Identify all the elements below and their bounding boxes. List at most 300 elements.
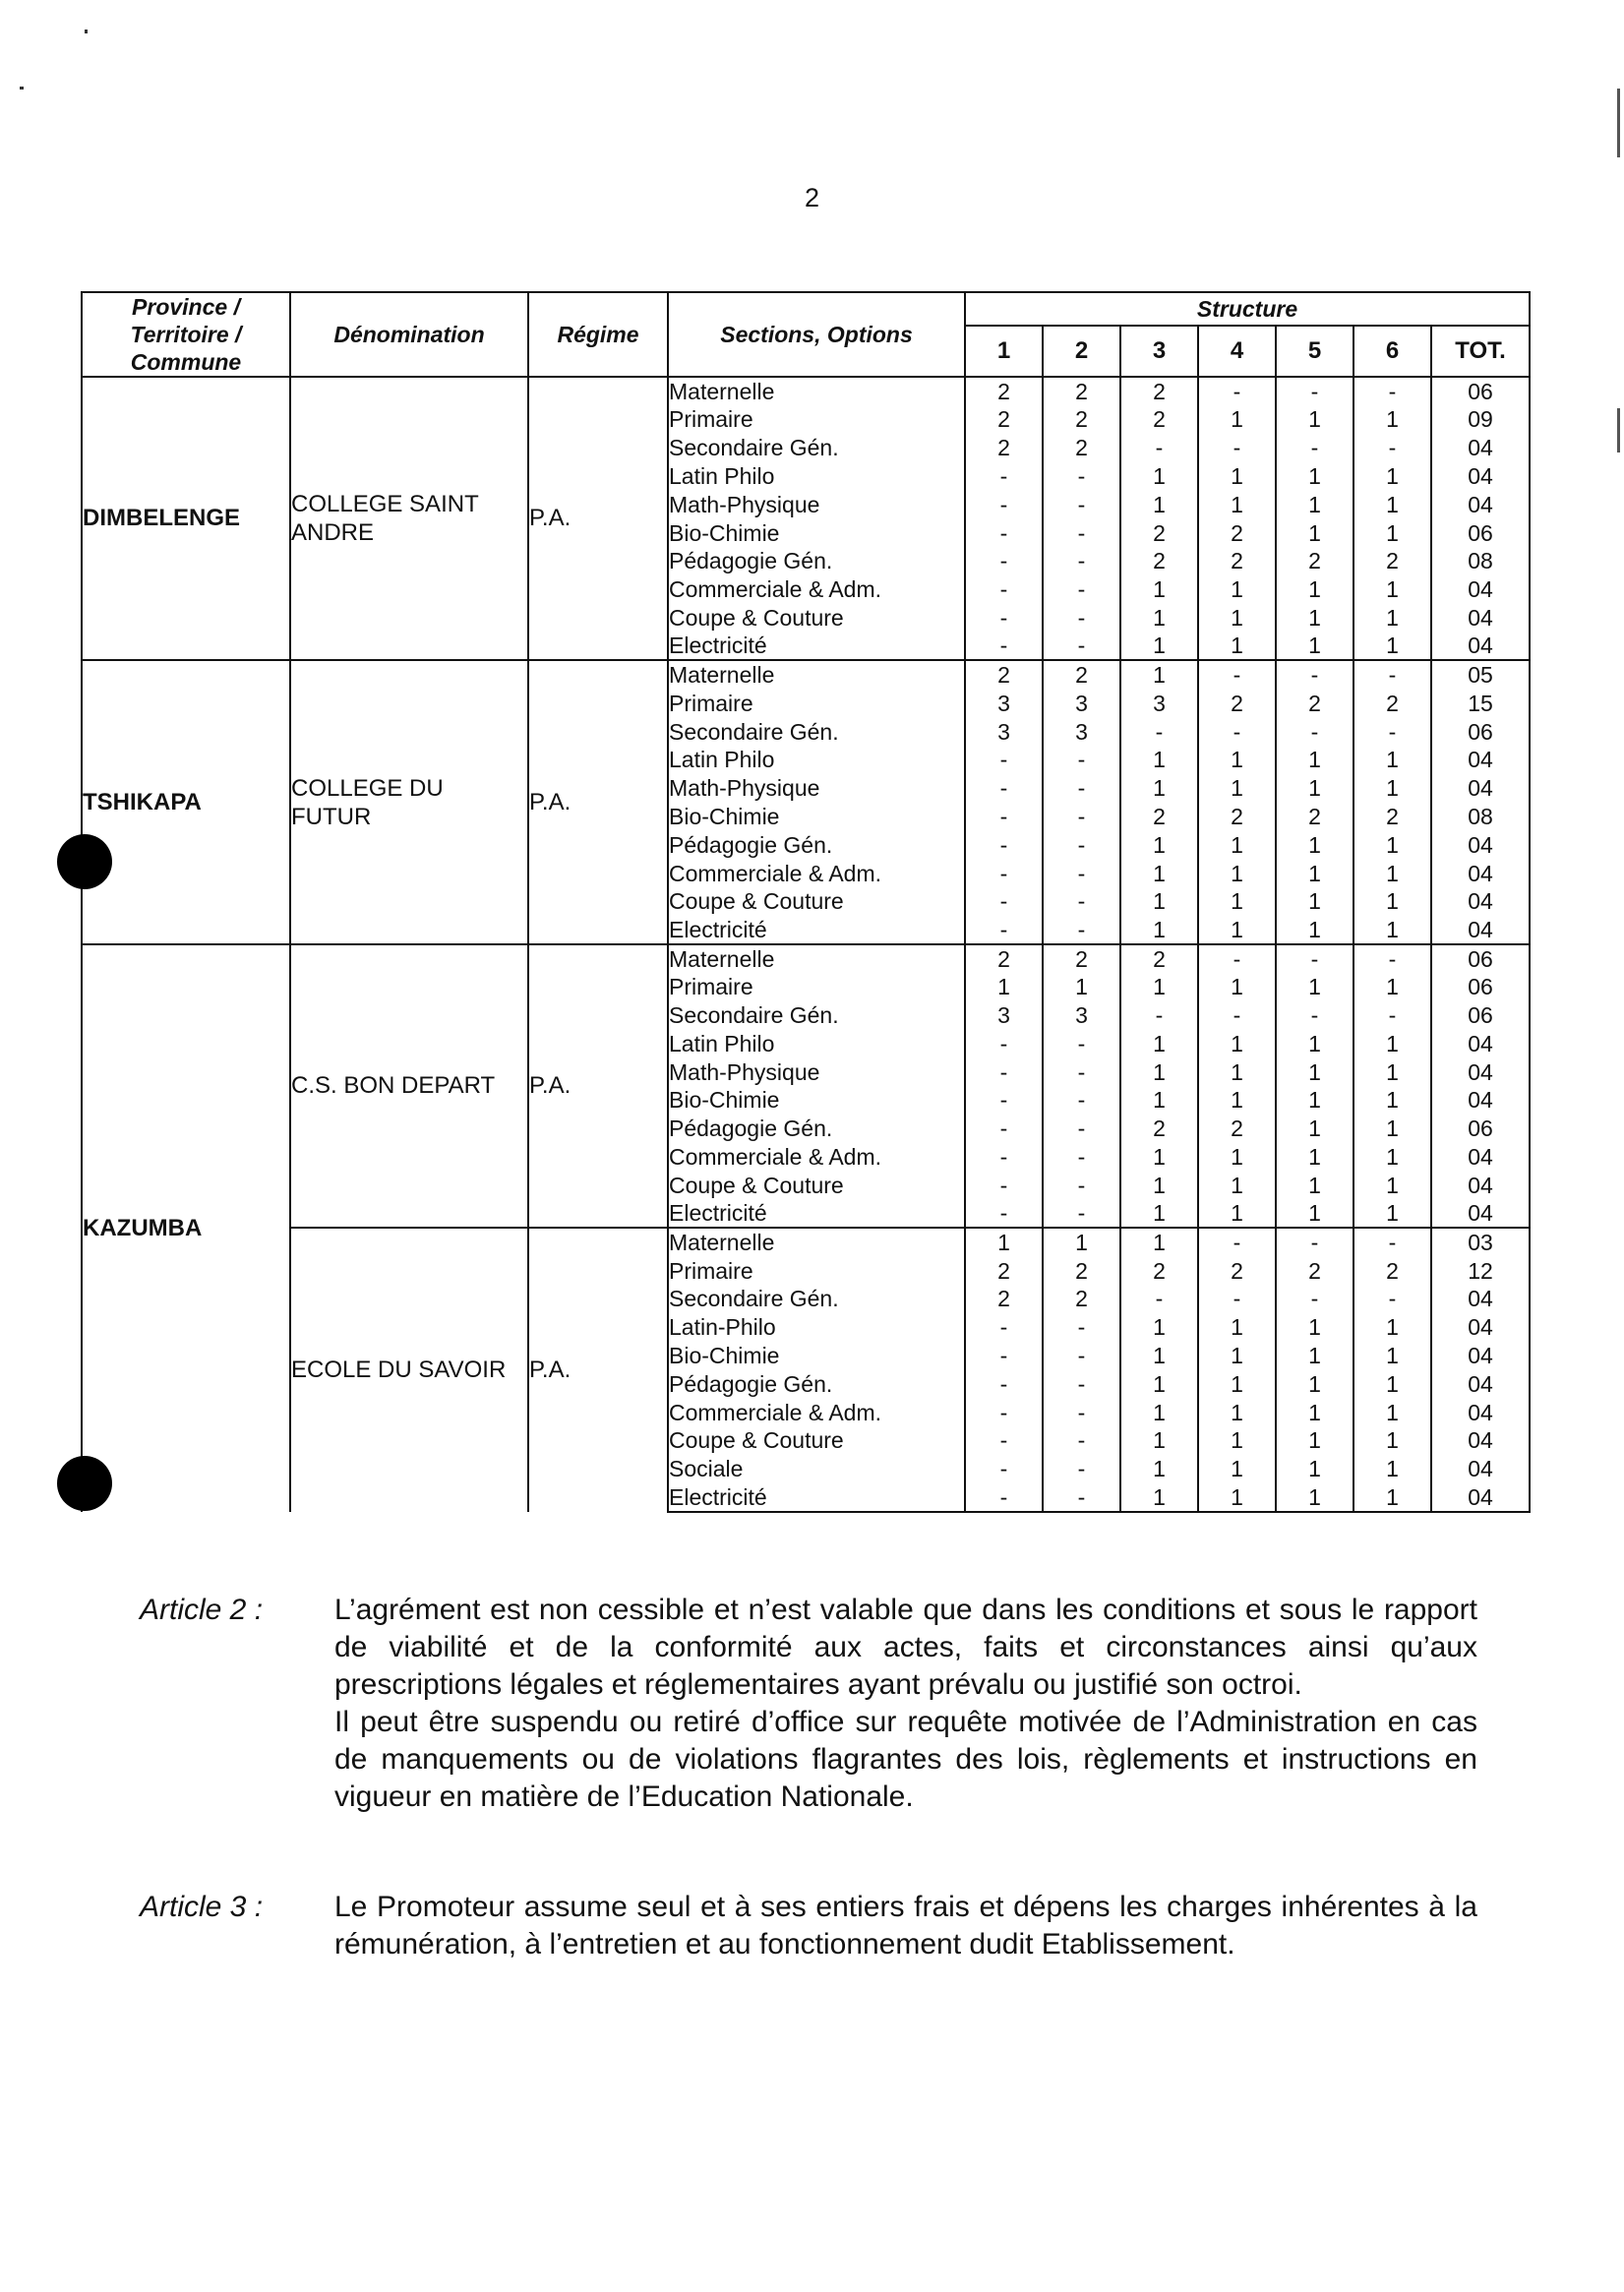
article-text: [334, 1889, 1477, 1963]
total-cell: 04: [1431, 434, 1530, 462]
level-2-cell: -: [1043, 1086, 1120, 1115]
total-cell: 04: [1431, 575, 1530, 604]
total-cell: 04: [1431, 1369, 1530, 1398]
level-1-cell: -: [965, 575, 1043, 604]
level-5-cell: 1: [1276, 1199, 1353, 1228]
level-1-cell: -: [965, 1199, 1043, 1228]
regime-cell: P.A.: [528, 944, 668, 1228]
level-3-cell: 1: [1120, 916, 1198, 944]
section-cell: Pédagogie Gén.: [668, 1115, 965, 1143]
level-4-cell: 1: [1198, 1342, 1276, 1370]
level-6-cell: 1: [1353, 1115, 1431, 1143]
level-5-cell: 1: [1276, 462, 1353, 491]
level-4-cell: 1: [1198, 1086, 1276, 1115]
level-4-cell: 1: [1198, 1455, 1276, 1483]
level-4-cell: 1: [1198, 1483, 1276, 1512]
level-5-cell: 1: [1276, 1455, 1353, 1483]
level-1-cell: 2: [965, 1256, 1043, 1285]
level-1-cell: 2: [965, 944, 1043, 973]
level-6-cell: -: [1353, 1228, 1431, 1256]
level-6-cell: 1: [1353, 518, 1431, 547]
level-2-cell: -: [1043, 1143, 1120, 1172]
level-4-cell: 1: [1198, 1369, 1276, 1398]
level-5-cell: 1: [1276, 575, 1353, 604]
level-4-cell: 1: [1198, 1199, 1276, 1228]
level-2-cell: -: [1043, 1057, 1120, 1086]
level-4-cell: 2: [1198, 803, 1276, 831]
province-cell: KAZUMBA: [82, 944, 290, 1512]
level-6-cell: 1: [1353, 1057, 1431, 1086]
level-1-cell: 1: [965, 973, 1043, 1001]
section-cell: Bio-Chimie: [668, 803, 965, 831]
level-4-cell: 2: [1198, 518, 1276, 547]
level-5-cell: -: [1276, 717, 1353, 746]
page-number: 2: [804, 183, 820, 212]
level-6-cell: 1: [1353, 1483, 1431, 1512]
level-1-cell: -: [965, 1029, 1043, 1057]
table-row: [82, 1228, 1530, 1256]
level-1-cell: -: [965, 803, 1043, 831]
level-5-cell: 1: [1276, 887, 1353, 916]
total-cell: 15: [1431, 689, 1530, 717]
level-3-cell: -: [1120, 1001, 1198, 1030]
level-3-cell: 2: [1120, 377, 1198, 405]
scan-mark: [85, 30, 88, 33]
level-3-cell: 1: [1120, 1426, 1198, 1455]
scan-mark: [20, 87, 24, 90]
level-1-cell: 3: [965, 689, 1043, 717]
section-cell: Secondaire Gén.: [668, 434, 965, 462]
binder-hole: [57, 1456, 112, 1511]
section-cell: Latin Philo: [668, 1029, 965, 1057]
level-6-cell: 1: [1353, 1171, 1431, 1199]
total-cell: 04: [1431, 859, 1530, 887]
header-level-5: 5: [1276, 326, 1353, 377]
total-cell: 04: [1431, 1057, 1530, 1086]
total-cell: 06: [1431, 1115, 1530, 1143]
level-4-cell: 1: [1198, 405, 1276, 434]
level-5-cell: 2: [1276, 689, 1353, 717]
level-6-cell: 1: [1353, 1369, 1431, 1398]
header-level-1: 1: [965, 326, 1043, 377]
section-cell: Pédagogie Gén.: [668, 547, 965, 575]
level-6-cell: 2: [1353, 547, 1431, 575]
level-4-cell: 1: [1198, 746, 1276, 774]
section-cell: Primaire: [668, 1256, 965, 1285]
header-province: [82, 292, 290, 377]
level-6-cell: 1: [1353, 916, 1431, 944]
section-cell: Maternelle: [668, 660, 965, 689]
level-2-cell: -: [1043, 518, 1120, 547]
level-3-cell: 1: [1120, 1228, 1198, 1256]
province-cell: TSHIKAPA: [82, 660, 290, 943]
level-4-cell: -: [1198, 660, 1276, 689]
article-label: Article 3 :: [140, 1891, 264, 1923]
level-4-cell: -: [1198, 944, 1276, 973]
level-4-cell: 1: [1198, 462, 1276, 491]
level-1-cell: 2: [965, 377, 1043, 405]
total-cell: 04: [1431, 746, 1530, 774]
level-1-cell: -: [965, 1143, 1043, 1172]
level-4-cell: 1: [1198, 1143, 1276, 1172]
article-text: [334, 1592, 1477, 1816]
article-paragraph: Il peut être suspendu ou retiré d’office sur requête motivée de l’Administration en cas de manquements ou de violations flagrantes des lois, règlements et instructions en vigueur en matière de l’Education Nationale.: [334, 1706, 1477, 1813]
level-4-cell: 1: [1198, 632, 1276, 660]
total-cell: 05: [1431, 660, 1530, 689]
level-2-cell: -: [1043, 803, 1120, 831]
level-2-cell: -: [1043, 1115, 1120, 1143]
section-cell: Secondaire Gén.: [668, 1001, 965, 1030]
total-cell: 04: [1431, 830, 1530, 859]
level-3-cell: 1: [1120, 1199, 1198, 1228]
level-4-cell: 2: [1198, 689, 1276, 717]
total-cell: 04: [1431, 774, 1530, 803]
level-6-cell: 1: [1353, 973, 1431, 1001]
level-3-cell: 1: [1120, 1143, 1198, 1172]
total-cell: 12: [1431, 1256, 1530, 1285]
level-6-cell: 1: [1353, 1455, 1431, 1483]
level-1-cell: -: [965, 859, 1043, 887]
level-6-cell: 1: [1353, 887, 1431, 916]
level-4-cell: -: [1198, 1285, 1276, 1313]
level-5-cell: 1: [1276, 1426, 1353, 1455]
level-5-cell: 1: [1276, 746, 1353, 774]
total-cell: 04: [1431, 1342, 1530, 1370]
level-2-cell: -: [1043, 1199, 1120, 1228]
level-6-cell: 1: [1353, 746, 1431, 774]
level-1-cell: 2: [965, 405, 1043, 434]
section-cell: Bio-Chimie: [668, 1086, 965, 1115]
level-5-cell: 1: [1276, 632, 1353, 660]
level-4-cell: 2: [1198, 1256, 1276, 1285]
level-2-cell: 3: [1043, 689, 1120, 717]
level-2-cell: 1: [1043, 1228, 1120, 1256]
total-cell: 04: [1431, 1426, 1530, 1455]
section-cell: Math-Physique: [668, 490, 965, 518]
section-cell: Secondaire Gén.: [668, 717, 965, 746]
section-cell: Latin-Philo: [668, 1313, 965, 1342]
level-2-cell: -: [1043, 916, 1120, 944]
level-3-cell: 1: [1120, 490, 1198, 518]
level-3-cell: 3: [1120, 689, 1198, 717]
section-cell: Electricité: [668, 1483, 965, 1512]
level-1-cell: -: [965, 916, 1043, 944]
level-2-cell: 2: [1043, 434, 1120, 462]
article-2: [140, 1592, 1477, 1816]
regime-cell: P.A.: [528, 660, 668, 943]
level-3-cell: 1: [1120, 462, 1198, 491]
level-1-cell: -: [965, 887, 1043, 916]
level-2-cell: 2: [1043, 944, 1120, 973]
level-1-cell: -: [965, 1426, 1043, 1455]
table-row: [82, 377, 1530, 405]
level-5-cell: 1: [1276, 405, 1353, 434]
level-4-cell: 1: [1198, 916, 1276, 944]
level-5-cell: 1: [1276, 1143, 1353, 1172]
level-4-cell: 1: [1198, 604, 1276, 633]
level-5-cell: 1: [1276, 1483, 1353, 1512]
level-5-cell: 2: [1276, 803, 1353, 831]
level-1-cell: -: [965, 518, 1043, 547]
total-cell: 08: [1431, 547, 1530, 575]
level-5-cell: 1: [1276, 973, 1353, 1001]
level-4-cell: -: [1198, 1001, 1276, 1030]
level-4-cell: -: [1198, 377, 1276, 405]
level-1-cell: 2: [965, 660, 1043, 689]
level-6-cell: 1: [1353, 1342, 1431, 1370]
section-cell: Maternelle: [668, 377, 965, 405]
level-6-cell: 1: [1353, 1398, 1431, 1426]
level-2-cell: 3: [1043, 717, 1120, 746]
level-6-cell: -: [1353, 377, 1431, 405]
level-2-cell: 2: [1043, 1285, 1120, 1313]
level-4-cell: 1: [1198, 1313, 1276, 1342]
level-1-cell: -: [965, 1115, 1043, 1143]
header-denomination: Dénomination: [290, 292, 528, 377]
level-5-cell: 1: [1276, 604, 1353, 633]
table-row: [82, 944, 1530, 973]
level-2-cell: -: [1043, 575, 1120, 604]
section-cell: Electricité: [668, 632, 965, 660]
level-6-cell: 1: [1353, 1086, 1431, 1115]
level-1-cell: -: [965, 632, 1043, 660]
level-6-cell: 1: [1353, 405, 1431, 434]
level-1-cell: -: [965, 1057, 1043, 1086]
level-5-cell: 1: [1276, 1029, 1353, 1057]
level-6-cell: 1: [1353, 1199, 1431, 1228]
level-6-cell: 1: [1353, 1029, 1431, 1057]
level-3-cell: -: [1120, 1285, 1198, 1313]
level-2-cell: -: [1043, 1426, 1120, 1455]
level-6-cell: 2: [1353, 1256, 1431, 1285]
level-2-cell: -: [1043, 490, 1120, 518]
level-5-cell: 2: [1276, 547, 1353, 575]
level-1-cell: -: [965, 604, 1043, 633]
level-5-cell: -: [1276, 1228, 1353, 1256]
level-4-cell: 1: [1198, 887, 1276, 916]
header-province-label: Province / Territoire / Commune: [130, 294, 242, 375]
level-1-cell: -: [965, 830, 1043, 859]
section-cell: Commerciale & Adm.: [668, 859, 965, 887]
level-5-cell: -: [1276, 434, 1353, 462]
level-2-cell: -: [1043, 1029, 1120, 1057]
section-cell: Primaire: [668, 405, 965, 434]
level-1-cell: -: [965, 1483, 1043, 1512]
level-6-cell: 1: [1353, 1143, 1431, 1172]
article-3: [140, 1889, 1477, 1963]
header-regime: Régime: [528, 292, 668, 377]
level-3-cell: 2: [1120, 944, 1198, 973]
level-6-cell: 1: [1353, 1313, 1431, 1342]
province-cell: DIMBELENGE: [82, 377, 290, 660]
level-2-cell: -: [1043, 746, 1120, 774]
section-cell: Latin Philo: [668, 462, 965, 491]
level-1-cell: -: [965, 746, 1043, 774]
level-1-cell: -: [965, 1398, 1043, 1426]
level-3-cell: 2: [1120, 803, 1198, 831]
level-3-cell: 2: [1120, 1256, 1198, 1285]
level-1-cell: -: [965, 1455, 1043, 1483]
level-2-cell: -: [1043, 1369, 1120, 1398]
section-cell: Maternelle: [668, 1228, 965, 1256]
level-3-cell: 1: [1120, 1398, 1198, 1426]
level-4-cell: 1: [1198, 830, 1276, 859]
level-5-cell: 1: [1276, 774, 1353, 803]
level-4-cell: 1: [1198, 1426, 1276, 1455]
level-5-cell: -: [1276, 1001, 1353, 1030]
level-1-cell: 3: [965, 1001, 1043, 1030]
denomination-cell: COLLEGE DU FUTUR: [290, 660, 528, 943]
level-2-cell: 3: [1043, 1001, 1120, 1030]
table-body: [82, 377, 1530, 1512]
level-6-cell: 1: [1353, 1426, 1431, 1455]
level-3-cell: 1: [1120, 1313, 1198, 1342]
level-1-cell: -: [965, 490, 1043, 518]
total-cell: 04: [1431, 887, 1530, 916]
agrement-table: [81, 291, 1531, 1513]
level-3-cell: 1: [1120, 887, 1198, 916]
level-3-cell: 1: [1120, 1029, 1198, 1057]
level-4-cell: 1: [1198, 973, 1276, 1001]
level-4-cell: -: [1198, 434, 1276, 462]
article-paragraph: L’agrément est non cessible et n’est valable que dans les conditions et sous le rapport de viabilité et de la conformité aux actes, faits et circonstances ainsi qu’aux prescriptions légales et réglementaires ayant prévalu ou justifié son octroi.: [334, 1594, 1477, 1701]
level-3-cell: 1: [1120, 604, 1198, 633]
level-6-cell: -: [1353, 717, 1431, 746]
total-cell: 04: [1431, 462, 1530, 491]
total-cell: 04: [1431, 1199, 1530, 1228]
section-cell: Coupe & Couture: [668, 1426, 965, 1455]
level-3-cell: 2: [1120, 1115, 1198, 1143]
total-cell: 04: [1431, 916, 1530, 944]
level-6-cell: -: [1353, 434, 1431, 462]
level-3-cell: 1: [1120, 575, 1198, 604]
level-6-cell: 1: [1353, 462, 1431, 491]
article-paragraph: Le Promoteur assume seul et à ses entiers frais et dépens les charges inhérentes à la rémunération, à l’entretien et au fonctionnement dudit Etablissement.: [334, 1891, 1477, 1960]
section-cell: Math-Physique: [668, 1057, 965, 1086]
section-cell: Coupe & Couture: [668, 887, 965, 916]
level-6-cell: -: [1353, 1001, 1431, 1030]
section-cell: Sociale: [668, 1455, 965, 1483]
level-5-cell: 1: [1276, 1369, 1353, 1398]
level-3-cell: 1: [1120, 1086, 1198, 1115]
level-4-cell: 1: [1198, 1171, 1276, 1199]
total-cell: 04: [1431, 490, 1530, 518]
level-1-cell: 3: [965, 717, 1043, 746]
total-cell: 08: [1431, 803, 1530, 831]
total-cell: 04: [1431, 1029, 1530, 1057]
level-3-cell: 1: [1120, 830, 1198, 859]
level-5-cell: -: [1276, 944, 1353, 973]
level-5-cell: 1: [1276, 916, 1353, 944]
level-4-cell: -: [1198, 1228, 1276, 1256]
level-6-cell: 1: [1353, 632, 1431, 660]
section-cell: Bio-Chimie: [668, 518, 965, 547]
level-2-cell: -: [1043, 830, 1120, 859]
regime-cell: P.A.: [528, 377, 668, 660]
level-5-cell: 1: [1276, 1115, 1353, 1143]
total-cell: 06: [1431, 717, 1530, 746]
level-5-cell: 1: [1276, 830, 1353, 859]
level-2-cell: -: [1043, 462, 1120, 491]
level-2-cell: 2: [1043, 405, 1120, 434]
total-cell: 06: [1431, 377, 1530, 405]
header-level-3: 3: [1120, 326, 1198, 377]
header-structure: Structure: [965, 292, 1530, 326]
level-3-cell: 1: [1120, 1483, 1198, 1512]
level-1-cell: -: [965, 1369, 1043, 1398]
total-cell: 04: [1431, 1171, 1530, 1199]
denomination-cell: ECOLE DU SAVOIR: [290, 1228, 528, 1511]
level-3-cell: 2: [1120, 518, 1198, 547]
level-3-cell: 1: [1120, 632, 1198, 660]
level-1-cell: -: [965, 1171, 1043, 1199]
level-3-cell: 1: [1120, 973, 1198, 1001]
total-cell: 04: [1431, 1143, 1530, 1172]
total-cell: 06: [1431, 944, 1530, 973]
total-cell: 06: [1431, 518, 1530, 547]
level-5-cell: -: [1276, 377, 1353, 405]
level-1-cell: -: [965, 547, 1043, 575]
total-cell: 04: [1431, 1086, 1530, 1115]
level-2-cell: 2: [1043, 1256, 1120, 1285]
total-cell: 03: [1431, 1228, 1530, 1256]
level-6-cell: 1: [1353, 490, 1431, 518]
level-3-cell: 1: [1120, 1455, 1198, 1483]
level-2-cell: -: [1043, 1483, 1120, 1512]
level-6-cell: 1: [1353, 774, 1431, 803]
level-2-cell: -: [1043, 887, 1120, 916]
denomination-cell: COLLEGE SAINT ANDRE: [290, 377, 528, 660]
level-4-cell: 1: [1198, 575, 1276, 604]
level-2-cell: -: [1043, 1313, 1120, 1342]
header-total: TOT.: [1431, 326, 1530, 377]
level-2-cell: 2: [1043, 660, 1120, 689]
level-5-cell: -: [1276, 1285, 1353, 1313]
section-cell: Secondaire Gén.: [668, 1285, 965, 1313]
level-3-cell: 1: [1120, 746, 1198, 774]
section-cell: Electricité: [668, 1199, 965, 1228]
level-3-cell: 1: [1120, 859, 1198, 887]
level-3-cell: 2: [1120, 547, 1198, 575]
level-4-cell: -: [1198, 717, 1276, 746]
table-row: [82, 660, 1530, 689]
level-3-cell: -: [1120, 434, 1198, 462]
regime-cell: P.A.: [528, 1228, 668, 1511]
section-cell: Commerciale & Adm.: [668, 575, 965, 604]
level-1-cell: -: [965, 774, 1043, 803]
level-6-cell: 1: [1353, 604, 1431, 633]
level-2-cell: 1: [1043, 973, 1120, 1001]
level-1-cell: -: [965, 1342, 1043, 1370]
level-4-cell: 1: [1198, 1057, 1276, 1086]
section-cell: Commerciale & Adm.: [668, 1398, 965, 1426]
section-cell: Primaire: [668, 689, 965, 717]
article-label: Article 2 :: [140, 1594, 264, 1626]
total-cell: 04: [1431, 604, 1530, 633]
level-5-cell: -: [1276, 660, 1353, 689]
level-2-cell: -: [1043, 1342, 1120, 1370]
section-cell: Maternelle: [668, 944, 965, 973]
level-6-cell: -: [1353, 660, 1431, 689]
level-2-cell: -: [1043, 859, 1120, 887]
level-3-cell: -: [1120, 717, 1198, 746]
total-cell: 04: [1431, 1483, 1530, 1512]
level-2-cell: -: [1043, 632, 1120, 660]
section-cell: Coupe & Couture: [668, 1171, 965, 1199]
total-cell: 04: [1431, 1285, 1530, 1313]
header-sections: Sections, Options: [668, 292, 965, 377]
total-cell: 06: [1431, 1001, 1530, 1030]
